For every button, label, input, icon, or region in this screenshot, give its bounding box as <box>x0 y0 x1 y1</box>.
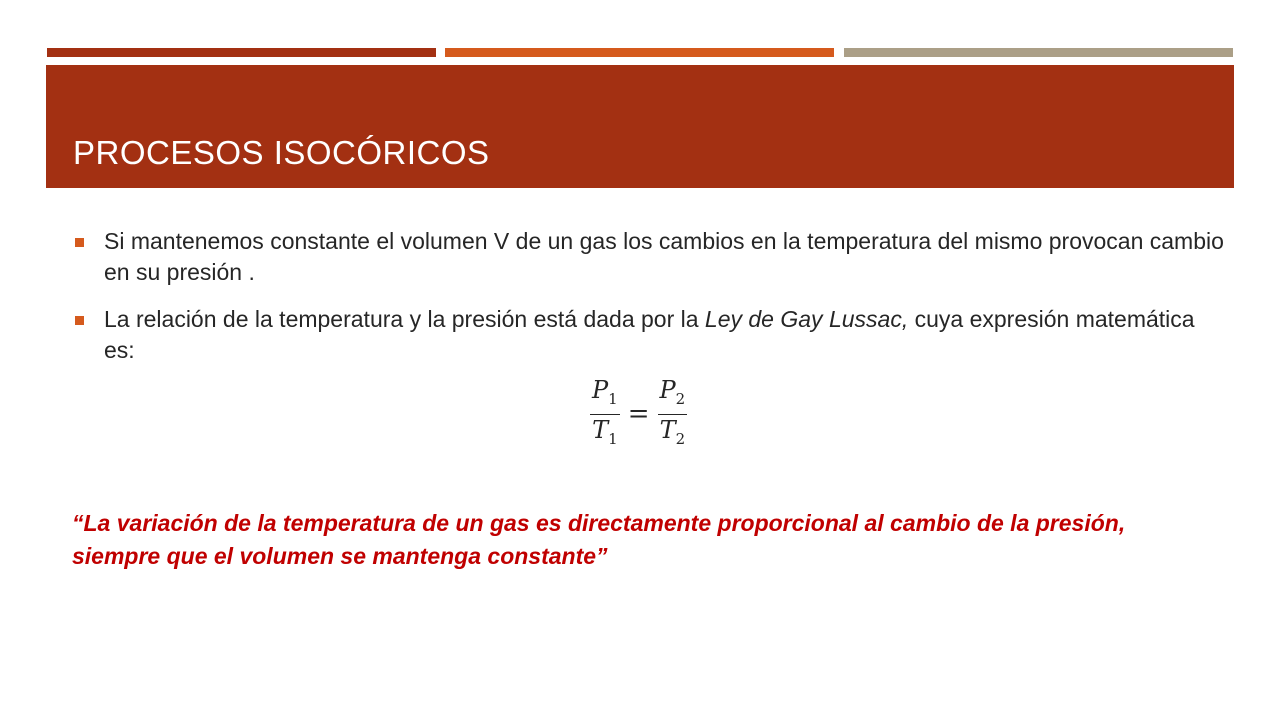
bullet-text-before: La relación de la temperatura y la presión está dada por la <box>104 306 705 332</box>
square-bullet-icon <box>75 238 84 247</box>
slide-title: PROCESOS ISOCÓRICOS <box>73 134 490 171</box>
right-denominator: $T_2$ <box>659 415 686 448</box>
accent-bar-orange <box>445 48 834 57</box>
bullet-item <box>74 226 1224 288</box>
title-band <box>46 65 1234 188</box>
bullet-text-after: cuya expresión matemática es: <box>104 306 1195 363</box>
bullet-text: Si mantenemos constante el volumen V de un gas los cambios en la temperatura del mismo provocan cambio en su presión . <box>104 228 1224 285</box>
left-denominator: $T_1$ <box>592 415 618 448</box>
right-fraction <box>658 375 688 454</box>
square-bullet-icon <box>75 316 84 325</box>
right-numerator: $P_2$ <box>659 375 686 408</box>
accent-bar-tan <box>844 48 1233 57</box>
gay-lussac-formula <box>590 374 687 454</box>
bullet-list <box>74 226 1224 382</box>
accent-bar-dark-red <box>47 48 436 57</box>
left-numerator: $P_1$ <box>592 375 618 408</box>
left-fraction <box>590 375 620 454</box>
equals-sign: = <box>627 399 650 429</box>
bullet-item <box>74 304 1224 366</box>
law-statement-quote: “La variación de la temperatura de un gas es directamente proporcional al cambio de la presión, siempre que el volumen se mantenga constante” <box>72 510 1126 569</box>
law-name: Ley de Gay Lussac, <box>704 306 909 332</box>
